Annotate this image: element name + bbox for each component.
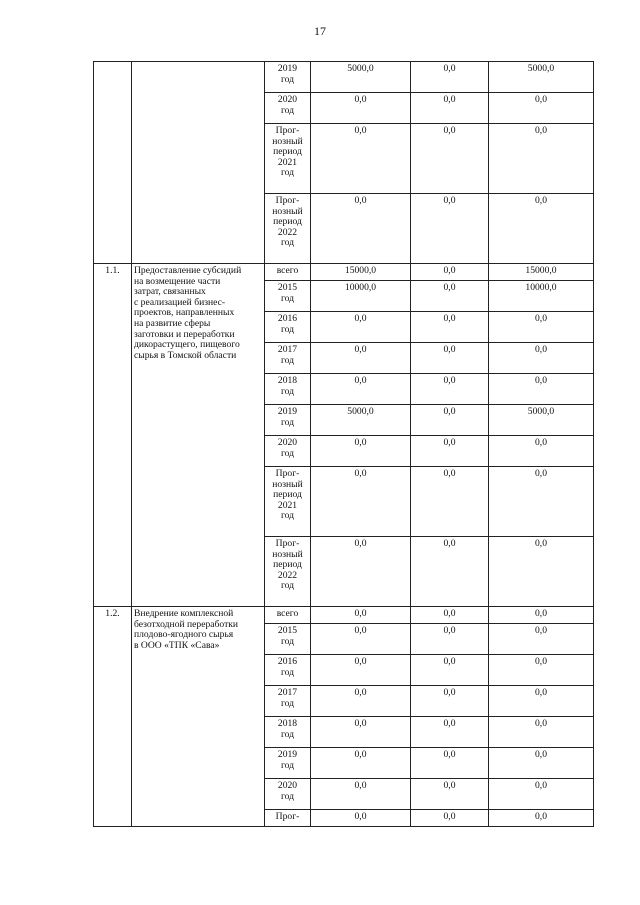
federal-amount-cell: 0,0 <box>411 124 489 194</box>
regional-amount-cell: 15000,0 <box>489 264 594 281</box>
federal-amount-cell: 0,0 <box>411 436 489 467</box>
total-amount-cell: 0,0 <box>311 717 411 748</box>
table-row <box>94 62 594 93</box>
item-number-cell: 1.1. <box>94 264 132 607</box>
total-amount-cell: 0,0 <box>311 655 411 686</box>
period-cell: всего <box>265 607 311 624</box>
period-cell: 2020 год <box>265 779 311 810</box>
total-amount-cell: 0,0 <box>311 312 411 343</box>
total-amount-cell: 0,0 <box>311 436 411 467</box>
period-cell: 2018 год <box>265 717 311 748</box>
regional-amount-cell: 0,0 <box>489 312 594 343</box>
federal-amount-cell: 0,0 <box>411 281 489 312</box>
federal-amount-cell: 0,0 <box>411 779 489 810</box>
federal-amount-cell: 0,0 <box>411 62 489 93</box>
period-cell: 2017 год <box>265 686 311 717</box>
period-cell: Прог- <box>265 810 311 827</box>
period-cell: 2019 год <box>265 62 311 93</box>
period-cell: Прог- нозный период 2021 год <box>265 124 311 194</box>
period-cell: всего <box>265 264 311 281</box>
federal-amount-cell: 0,0 <box>411 717 489 748</box>
item-name-cell <box>132 62 265 264</box>
total-amount-cell: 0,0 <box>311 779 411 810</box>
item-number-cell <box>94 62 132 264</box>
table-row <box>94 607 594 624</box>
total-amount-cell: 0,0 <box>311 124 411 194</box>
federal-amount-cell: 0,0 <box>411 537 489 607</box>
regional-amount-cell: 0,0 <box>489 607 594 624</box>
period-cell: Прог- нозный период 2022 год <box>265 537 311 607</box>
period-cell: 2018 год <box>265 374 311 405</box>
federal-amount-cell: 0,0 <box>411 343 489 374</box>
federal-amount-cell: 0,0 <box>411 374 489 405</box>
federal-amount-cell: 0,0 <box>411 748 489 779</box>
item-name-cell: Внедрение комплексной безотходной переработки плодово-ягодного сырья в ООО «ТПК «Сава» <box>132 607 265 827</box>
page-number: 17 <box>314 24 326 38</box>
period-cell: 2015 год <box>265 624 311 655</box>
total-amount-cell: 0,0 <box>311 686 411 717</box>
regional-amount-cell: 0,0 <box>489 343 594 374</box>
regional-amount-cell: 0,0 <box>489 686 594 717</box>
total-amount-cell: 0,0 <box>311 537 411 607</box>
period-cell: 2016 год <box>265 312 311 343</box>
total-amount-cell: 5000,0 <box>311 62 411 93</box>
total-amount-cell: 0,0 <box>311 467 411 537</box>
federal-amount-cell: 0,0 <box>411 607 489 624</box>
period-cell: 2019 год <box>265 748 311 779</box>
item-number-cell: 1.2. <box>94 607 132 827</box>
federal-amount-cell: 0,0 <box>411 405 489 436</box>
regional-amount-cell: 0,0 <box>489 537 594 607</box>
total-amount-cell: 0,0 <box>311 374 411 405</box>
regional-amount-cell: 0,0 <box>489 779 594 810</box>
total-amount-cell: 10000,0 <box>311 281 411 312</box>
total-amount-cell: 5000,0 <box>311 405 411 436</box>
regional-amount-cell: 0,0 <box>489 810 594 827</box>
federal-amount-cell: 0,0 <box>411 312 489 343</box>
period-cell: 2019 год <box>265 405 311 436</box>
federal-amount-cell: 0,0 <box>411 624 489 655</box>
federal-amount-cell: 0,0 <box>411 264 489 281</box>
regional-amount-cell: 5000,0 <box>489 405 594 436</box>
total-amount-cell: 0,0 <box>311 624 411 655</box>
total-amount-cell: 0,0 <box>311 810 411 827</box>
total-amount-cell: 0,0 <box>311 194 411 264</box>
regional-amount-cell: 10000,0 <box>489 281 594 312</box>
funding-table <box>93 61 594 827</box>
regional-amount-cell: 0,0 <box>489 655 594 686</box>
regional-amount-cell: 0,0 <box>489 748 594 779</box>
period-cell: 2020 год <box>265 93 311 124</box>
total-amount-cell: 15000,0 <box>311 264 411 281</box>
regional-amount-cell: 0,0 <box>489 717 594 748</box>
total-amount-cell: 0,0 <box>311 607 411 624</box>
period-cell: 2016 год <box>265 655 311 686</box>
regional-amount-cell: 0,0 <box>489 374 594 405</box>
item-name-cell: Предоставление субсидий на возмещение части затрат, связанных с реализацией бизнес- проектов, направленных на развитие сферы заготовки и переработки дикорастущего, пищевого сырья в Томской области <box>132 264 265 607</box>
regional-amount-cell: 0,0 <box>489 436 594 467</box>
federal-amount-cell: 0,0 <box>411 810 489 827</box>
table-row <box>94 264 594 281</box>
funding-table-body <box>94 62 594 827</box>
regional-amount-cell: 5000,0 <box>489 62 594 93</box>
regional-amount-cell: 0,0 <box>489 124 594 194</box>
total-amount-cell: 0,0 <box>311 93 411 124</box>
federal-amount-cell: 0,0 <box>411 93 489 124</box>
federal-amount-cell: 0,0 <box>411 655 489 686</box>
regional-amount-cell: 0,0 <box>489 467 594 537</box>
regional-amount-cell: 0,0 <box>489 624 594 655</box>
period-cell: 2015 год <box>265 281 311 312</box>
federal-amount-cell: 0,0 <box>411 467 489 537</box>
regional-amount-cell: 0,0 <box>489 194 594 264</box>
period-cell: 2017 год <box>265 343 311 374</box>
period-cell: 2020 год <box>265 436 311 467</box>
period-cell: Прог- нозный период 2022 год <box>265 194 311 264</box>
federal-amount-cell: 0,0 <box>411 686 489 717</box>
regional-amount-cell: 0,0 <box>489 93 594 124</box>
total-amount-cell: 0,0 <box>311 748 411 779</box>
period-cell: Прог- нозный период 2021 год <box>265 467 311 537</box>
total-amount-cell: 0,0 <box>311 343 411 374</box>
federal-amount-cell: 0,0 <box>411 194 489 264</box>
